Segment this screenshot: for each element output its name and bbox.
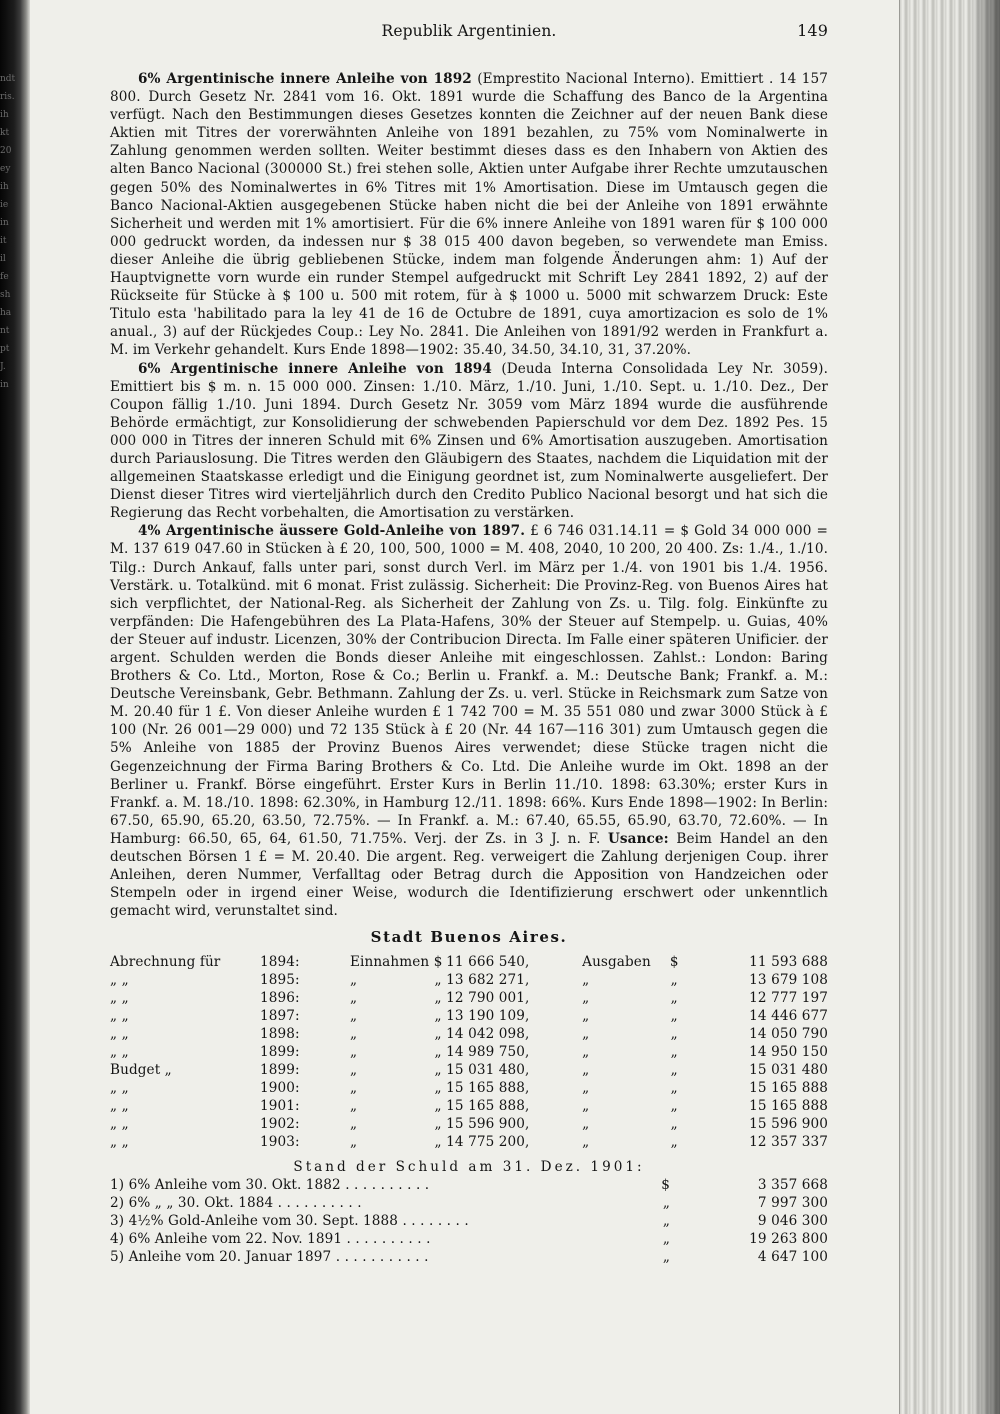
row-year: 1894:	[260, 953, 300, 970]
finance-row	[110, 989, 828, 1007]
margin-fragment: fe	[0, 272, 9, 282]
document-page	[110, 21, 829, 1265]
margin-fragment: ris.	[0, 92, 15, 102]
row-income: 14 042 098,	[446, 1025, 530, 1042]
row-einnahmen-label: „	[350, 1116, 358, 1133]
row-income: 15 165 888,	[446, 1098, 530, 1115]
margin-fragment: it	[0, 236, 7, 246]
section-loan-1892	[110, 70, 828, 360]
section-heading: 6% Argentinische innere Anleihe von 1892	[138, 71, 472, 87]
row-currency-income: „	[434, 1062, 442, 1079]
finance-row	[110, 1133, 828, 1151]
margin-fragment: kt	[0, 128, 10, 138]
debt-amount: 3 357 668	[757, 1176, 828, 1193]
row-year: 1895:	[260, 971, 300, 988]
row-currency-expense: „	[670, 1043, 678, 1060]
row-ausgaben-label: „	[582, 1098, 590, 1115]
row-income: 13 682 271,	[446, 971, 530, 988]
finance-row	[110, 1097, 828, 1115]
page-body	[110, 70, 828, 1266]
row-income: 15 031 480,	[446, 1062, 530, 1079]
city-section-title: Stadt Buenos Aires.	[370, 928, 568, 947]
row-currency-income: „	[434, 1025, 442, 1042]
margin-fragment: 20	[0, 146, 12, 156]
row-ausgaben-label: „	[582, 1080, 590, 1097]
row-expense: 12 357 337	[749, 1134, 828, 1151]
section-heading: 4% Argentinische äussere Gold-Anleihe von 1897.	[138, 523, 526, 540]
row-year: 1896:	[260, 989, 300, 1006]
row-ausgaben-label: „	[582, 1116, 590, 1133]
margin-fragment: in	[0, 380, 9, 390]
debt-label: 5) Anleihe vom 20. Januar 1897 . . . . . . . . . . .	[110, 1249, 429, 1265]
row-label: „ „	[110, 1043, 129, 1060]
row-currency-expense: „	[670, 1116, 678, 1133]
finance-row	[110, 953, 828, 971]
debt-row	[110, 1248, 828, 1266]
finance-row	[110, 1043, 828, 1061]
finance-row	[110, 1079, 828, 1097]
running-title: Republik Argentinien.	[381, 22, 557, 40]
section-text: £ 6 746 031.14.11 = $ Gold 34 000 000 = M. 137 619 047.60 in Stücken à £ 20, 100, 500, 1000 = M. 408, 2040, 10 200, 20 400. Zs: 1./4., 1./10. Tilg.: Durch Ankauf, falls unter pari, sonst durch Verl. im März per 1./4. von 1901 bis 1./4. 1956. Verstärk. u. Totalkünd. mit 6 monat. Frist zulässig. Sicherheit: Die Provinz-Reg. von Buenos Aires hat sich verpflichtet, der National-Reg. als Sicherheit der Zahlung von Zs. u. Tilg. folg. Einkünfte zu verpfänden: Die Hafengebühren des La Plata-Hafens, 30% der Steuer auf Stempelp. u. Guias, 40% der Steuer auf industr. Licenzen, 30% der Contribucion Directa. Im Falle einer späteren Unificier. der argent. Schulden werden die Bonds dieser Anleihe mit eingeschlossen. Zahlst.: London: Baring Brothers & Co. Ltd., Morton, Rose & Co.; Berlin u. Frankf. a. M.: Deutsche Bank; Frankf. a. M.: Deutsche Vereinsbank, Gebr. Bethmann. Zahlung der Zs. u. verl. Stücke in Reichsmark zum Satze von M. 20.40 für 1 £. Von dieser Anleihe wurden £ 1 742 700 = M. 35 551 080 und zwar 3000 Stück à £ 100 (Nr. 26 001—29 000) und 72 135 Stück à £ 20 (Nr. 44 167—116 301) zum Umtausch gegen die 5% Anleihe von 1885 der Provinz Buenos Aires verwendet; diese Stücke tragen nicht die Gegenzeichnung der Firma Baring Brothers & Co. Ltd. Die Anleihe wurde im Okt. 1898 an der Berliner u. Frankf. Börse eingeführt. Erster Kurs in Berlin 11./10. 1898: 63.30%; erster Kurs in Frankf. a. M. 18./10. 1898: 62.30%, in Hamburg 12./11. 1898: 66%. Kurs Ende 1898—1902: In Berlin: 67.50, 65.90, 65.20, 63.50, 72.75%. — In Frankf. a. M.: 67.40, 65.55, 65.90, 63.70, 72.60%. — In Hamburg: 66.50, 65, 64, 61.50, 71.75%. Verj. der Zs. in 3 J. n. F.	[110, 523, 828, 847]
row-einnahmen-label: „	[350, 1080, 358, 1097]
row-einnahmen-label: Einnahmen	[350, 953, 430, 970]
row-label: „ „	[110, 1134, 129, 1151]
row-expense: 13 679 108	[749, 971, 828, 988]
debt-row	[110, 1230, 828, 1248]
row-einnahmen-label: „	[350, 1025, 358, 1042]
row-ausgaben-label: „	[582, 971, 590, 988]
debt-currency: „	[662, 1212, 670, 1229]
row-currency-income: $	[433, 953, 443, 970]
row-year: 1902:	[260, 1116, 300, 1133]
left-margin-fragments	[0, 70, 30, 394]
row-ausgaben-label: „	[582, 1007, 590, 1024]
row-einnahmen-label: „	[350, 1043, 358, 1060]
debt-title: Stand der Schuld am 31. Dez. 1901:	[293, 1158, 645, 1175]
debt-label: 3) 4½% Gold-Anleihe vom 30. Sept. 1888 . . . . . . . .	[110, 1212, 469, 1229]
row-ausgaben-label: „	[582, 1062, 590, 1079]
margin-fragment: J.	[0, 362, 6, 372]
debt-currency: „	[662, 1249, 670, 1265]
finance-row	[110, 1061, 828, 1079]
margin-fragment: ih	[0, 110, 9, 120]
margin-fragment: ey	[0, 164, 11, 174]
row-income: 14 989 750,	[446, 1043, 530, 1060]
row-currency-income: „	[434, 989, 442, 1006]
section-text: (Emprestito Nacional Interno). Emittiert . 14 157 800. Durch Gesetz Nr. 2841 vom 16. Okt. 1891 wurde die Schaffung des Banco de la Argentina verfügt. Nach den Bestimmungen dieses Gesetzes konnten die Zeichner auf der neuen Bank diese Aktien mit Titres der vorerwähnten Anleihe von 1891 bezahlen, zu 75% vom Nominalwerte in Zahlung genommen werden sollten. Weiter bestimmt dieses dass es den Inhabern von Aktien des alten Banco Nacional (300000 St.) frei stehen solle, Aktien unter Aufgabe ihrer Rechte umzutauschen gegen 50% des Nominalwertes in 6% Titres mit 1% Amortisation. Diese im Umtausch gegen die Banco Nacional-Aktien ausgegebenen Stücke haben nicht die bei der Anleihe von 1891 erwähnte Sicherheit und werden mit 1% amortisiert. Für die 6% innere Anleihe von 1891 waren für $ 100 000 000 gedruckt worden, da indessen nur $ 38 015 400 davon begeben, so verwendete man Emiss. dieser Anleihe die übrig gebliebenen Stücke, indem man folgende Änderungen ahm: 1) Auf der Hauptvignette vorn wurde ein runder Stempel aufgedruckt mit Schrift Ley 2841 1892, 2) auf der Rückseite für Stücke à $ 100 u. 500 mit rotem, für à $ 1000 u. 5000 mit schwarzem Druck: Este Titulo esta 'habilitado para la ley 41 de 16 de Octubre de 1891, cuya amortizacion es solo de 1% anual., 3) auf der Rückjedes Coup.: Ley No. 2841. Die Anleihen von 1891/92 werden in Frankfurt a. M. im Verkehr gehandelt. Kurs Ende 1898—1902: 35.40, 34.50, 34.10, 31, 37.20%.	[110, 71, 829, 359]
row-label: „ „	[110, 1116, 129, 1133]
row-einnahmen-label: „	[350, 1062, 358, 1079]
debt-amount: 19 263 800	[749, 1230, 828, 1247]
row-currency-expense: „	[670, 1025, 678, 1042]
row-label: „ „	[110, 971, 129, 988]
debt-row	[110, 1176, 828, 1194]
row-currency-expense: „	[670, 1007, 678, 1024]
finance-row	[110, 1007, 828, 1025]
row-currency-expense: $	[669, 953, 679, 970]
row-currency-income: „	[434, 1080, 442, 1097]
debt-label: 2) 6% „ „ 30. Okt. 1884 . . . . . . . . . .	[110, 1194, 362, 1211]
debt-label: 4) 6% Anleihe vom 22. Nov. 1891 . . . . . . . . . .	[110, 1230, 431, 1247]
row-currency-expense: „	[670, 1080, 678, 1097]
row-currency-income: „	[434, 1043, 442, 1060]
row-expense: 15 165 888	[749, 1098, 828, 1115]
row-label: Budget „	[110, 1062, 172, 1079]
debt-amount: 7 997 300	[757, 1194, 828, 1211]
page-number: 149	[797, 21, 828, 40]
page-edges-right	[899, 0, 1000, 1414]
row-expense: 15 596 900	[749, 1116, 828, 1133]
debt-table	[110, 1176, 828, 1266]
row-currency-expense: „	[670, 971, 678, 988]
row-ausgaben-label: „	[582, 1025, 590, 1042]
row-ausgaben-label: „	[582, 1043, 590, 1060]
row-currency-expense: „	[670, 1062, 678, 1079]
section-loan-1894	[110, 360, 828, 523]
row-label: „ „	[110, 1007, 129, 1024]
row-year: 1901:	[260, 1098, 300, 1115]
row-expense: 12 777 197	[749, 989, 828, 1006]
row-currency-income: „	[434, 1116, 442, 1133]
city-finance-table	[110, 953, 828, 1152]
debt-label: 1) 6% Anleihe vom 30. Okt. 1882 . . . . . . . . . .	[110, 1176, 430, 1193]
debt-row	[110, 1194, 828, 1212]
row-year: 1897:	[260, 1007, 300, 1024]
margin-fragment: ha	[0, 308, 12, 318]
page-header	[110, 22, 828, 52]
row-year: 1903:	[260, 1134, 300, 1151]
row-currency-income: „	[434, 1098, 442, 1115]
debt-currency: „	[662, 1194, 670, 1211]
row-einnahmen-label: „	[350, 971, 358, 988]
debt-currency: „	[662, 1230, 670, 1247]
row-currency-income: „	[434, 1007, 442, 1024]
margin-fragment: ih	[0, 182, 9, 192]
debt-currency: $	[661, 1176, 670, 1193]
row-currency-expense: „	[670, 1098, 678, 1115]
row-income: 15 165 888,	[446, 1080, 530, 1097]
margin-fragment: il	[0, 254, 6, 264]
row-ausgaben-label: „	[582, 1134, 590, 1151]
margin-fragment: ie	[0, 200, 9, 210]
row-ausgaben-label: Ausgaben	[582, 953, 651, 970]
row-income: 13 190 109,	[446, 1007, 530, 1024]
row-expense: 14 950 150	[749, 1043, 828, 1060]
row-expense: 14 050 790	[749, 1025, 828, 1042]
row-income: 14 775 200,	[446, 1134, 530, 1151]
row-einnahmen-label: „	[350, 1134, 358, 1151]
debt-amount: 4 647 100	[757, 1249, 828, 1265]
section-heading: 6% Argentinische innere Anleihe von 1894	[138, 360, 492, 377]
row-label: „ „	[110, 1080, 129, 1097]
finance-row	[110, 1115, 828, 1133]
row-expense: 15 165 888	[749, 1080, 828, 1097]
row-year: 1900:	[260, 1080, 300, 1097]
margin-fragment: nt	[0, 326, 10, 336]
margin-fragment: in	[0, 218, 9, 228]
usance-text: Beim Handel an den deutschen Börsen 1 £ = M. 20.40. Die argent. Reg. verweigert die Zahlung derjenigen Coup. ihrer Anleihen, deren Nummer, Verfalltag oder Betrag durch die Apposition von Handzeichen oder Stempeln oder in irgend einer Weise, wodurch die Identifizierung erschwert oder unkenntlich gemacht wird, verunstaltet sind.	[110, 830, 828, 920]
row-year: 1899:	[260, 1062, 300, 1079]
row-einnahmen-label: „	[350, 1007, 358, 1024]
row-currency-expense: „	[670, 989, 678, 1006]
row-label: „ „	[110, 1098, 129, 1115]
row-year: 1899:	[260, 1043, 300, 1060]
row-expense: 15 031 480	[749, 1062, 828, 1079]
finance-row	[110, 971, 828, 989]
row-currency-income: „	[434, 1134, 442, 1151]
row-currency-income: „	[434, 971, 442, 988]
row-year: 1898:	[260, 1025, 300, 1042]
row-label: „ „	[110, 1025, 129, 1042]
debt-amount: 9 046 300	[757, 1212, 828, 1229]
row-expense: 14 446 677	[749, 1007, 828, 1024]
debt-row	[110, 1212, 828, 1230]
row-label: „ „	[110, 989, 129, 1006]
margin-fragment: sh	[0, 290, 11, 300]
row-ausgaben-label: „	[582, 989, 590, 1006]
margin-fragment: pt	[0, 344, 10, 354]
finance-row	[110, 1025, 828, 1043]
row-expense: 11 593 688	[749, 953, 828, 970]
usance-label: Usance:	[607, 830, 669, 847]
margin-fragment: ndt	[0, 74, 16, 84]
section-gold-loan-1897	[110, 522, 828, 920]
row-currency-expense: „	[670, 1134, 678, 1151]
row-income: 15 596 900,	[446, 1116, 530, 1133]
row-income: 11 666 540,	[446, 953, 530, 970]
row-einnahmen-label: „	[350, 989, 358, 1006]
section-text: (Deuda Interna Consolidada Ley Nr. 3059). Emittiert bis $ m. n. 15 000 000. Zinsen: 1./10. März, 1./10. Juni, 1./10. Sept. u. 1./10. Dez., Der Coupon fällig 1./10. Juni 1894. Durch Gesetz Nr. 3059 vom März 1894 wurde die ausführende Behörde ermächtigt, zur Konsolidierung der schwebenden Papierschuld vor dem Dez. 1892 Pes. 15 000 000 in Titres der inneren Schuld mit 6% Zinsen und 6% Amortisation auszugeben. Amortisation durch Pariauslosung. Die Titres werden den Gläubigern des Staates, nachdem die Liquidation mit der allgemeinen Staatskasse erledigt und die Einigung geordnet ist, zum Nominalwerte ausgeliefert. Der Dienst dieser Titres wird vierteljährlich durch den Credito Publico Nacional besorgt und hat sich die Regierung das Recht vorbehalten, die Amortisation zu verstärken.	[110, 360, 828, 522]
row-income: 12 790 001,	[446, 989, 530, 1006]
row-label: Abrechnung für	[110, 953, 221, 970]
row-einnahmen-label: „	[350, 1098, 358, 1115]
